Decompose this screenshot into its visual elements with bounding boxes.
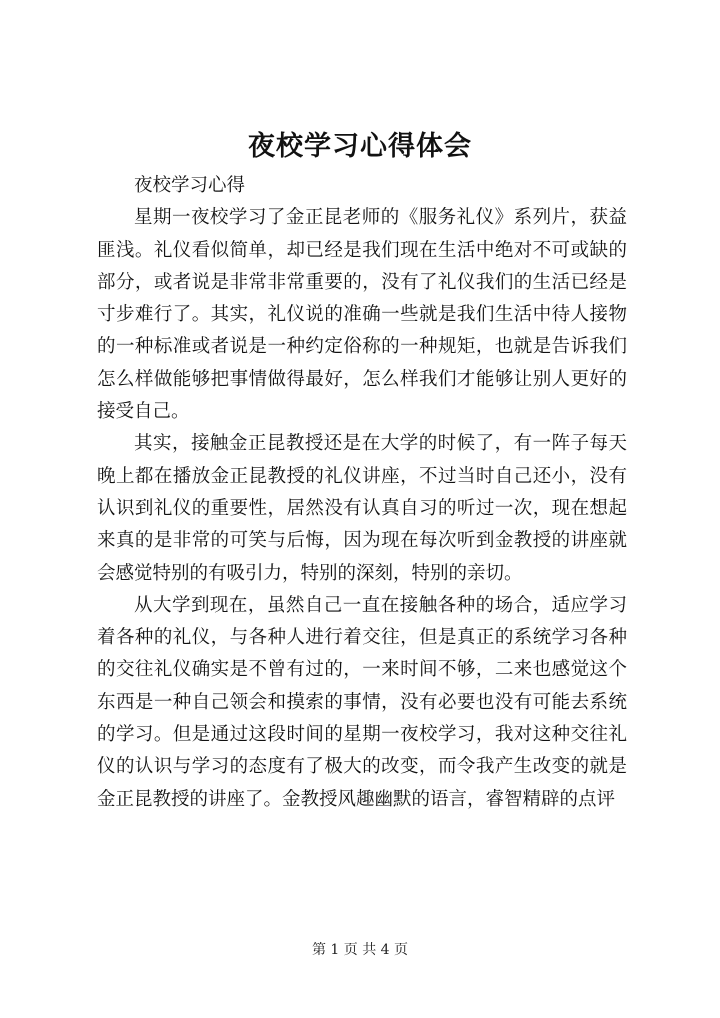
paragraph-1: 星期一夜校学习了金正昆老师的《服务礼仪》系列片，获益匪浅。礼仪看似简单，却已经是我们现在生活中绝对不可或缺的部分，或者说是非常非常重要的，没有了礼仪我们的生活已经是寸步难行了。其实，礼仪说的准确一些就是我们生活中待人接物的一种标准或者说是一种约定俗称的一种规矩，也就是告诉我们怎么样做能够把事情做得最好，怎么样我们才能够让别人更好的接受自己。: [97, 207, 627, 423]
paragraph-2: 其实，接触金正昆教授还是在大学的时候了，有一阵子每天晚上都在播放金正昆教授的礼仪讲座，不过当时自己还小，没有认识到礼仪的重要性，居然没有认真自习的听过一次，现在想起来真的是非常的可笑与后悔，因为现在每次听到金教授的讲座就会感觉特别的有吸引力，特别的深刻，特别的亲切。: [97, 433, 627, 584]
document-title: 夜校学习心得体会: [248, 131, 472, 162]
document-body: [97, 170, 627, 816]
paragraph-3: 从大学到现在，虽然自己一直在接触各种的场合，适应学习着各种的礼仪，与各种人进行着交往，但是真正的系统学习各种的交往礼仪确实是不曾有过的，一来时间不够，二来也感觉这个东西是一种自己领会和摸索的事情，没有必要也没有可能去系统的学习。但是通过这段时间的星期一夜校学习，我对这种交往礼仪的认识与学习的态度有了极大的改变，而令我产生改变的就是金正昆教授的讲座了。金教授风趣幽默的语言，睿智精辟的点评: [97, 594, 627, 810]
document-subtitle: 夜校学习心得: [134, 175, 246, 196]
page-number-footer: 第 1 页 共 4 页: [311, 942, 409, 958]
